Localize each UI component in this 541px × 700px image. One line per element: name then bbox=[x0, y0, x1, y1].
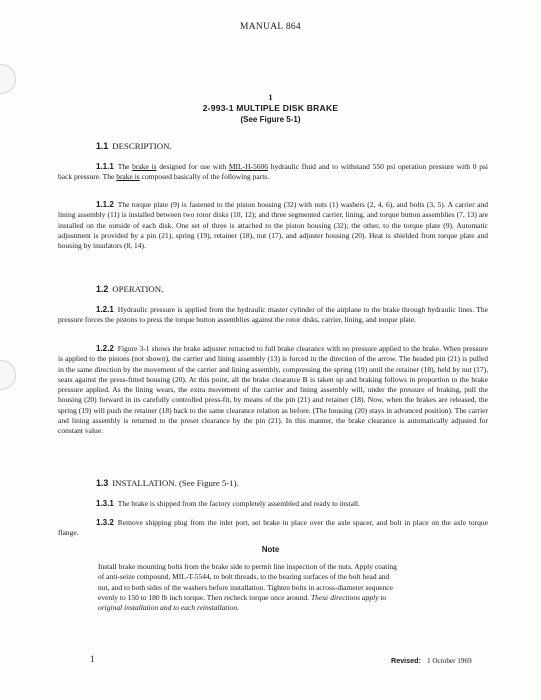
revised-date: 1 October 1969 bbox=[426, 657, 472, 665]
paragraph-text: Figure 3-1 shows the brake adjuster retracted to full brake clearance with no pressure applied to the brake. When pressure is applied to the pistons (not shown), the carrier and lining assembly (13) is forced in the direction of the arrow. The headed pin (21) is pulled in the same direction by the movement of the carrier and lining assembly, compressing the spring (19) until the retainer (18), held by nut (17), seats against the press-fitted housing (20). At this point, all the brake clearance B is taken up and braking follows in proportion to the brake pressure applied. As the lining wears, the extra movement of the carrier and lining assembly will, under the pressure of braking, pull the housing (20) forward in its carefully controlled press-fit, by means of the pin (21) and retainer (18). Now, when the brakes are released, the spring (19) will push the retainer (18) back to the same clearance relation as before. (The housing (20) stays in advanced position). The carrier and lining assembly is returned to the preset clearance by the pin (21). In this manner, the brake clearance is automatically adjusted for constant value. bbox=[58, 344, 488, 436]
paragraph-text: The brake is shipped from the factory completely assembled and ready to install. bbox=[117, 499, 361, 508]
paragraph-text: The bbox=[117, 162, 133, 171]
paragraph-number: 1.3.1 bbox=[96, 499, 114, 508]
binder-hole bbox=[0, 64, 16, 94]
heading-number: 1.1 bbox=[96, 141, 109, 151]
section-number: 1 bbox=[268, 92, 273, 102]
page-number: 1 bbox=[90, 654, 95, 664]
section-title: 2-993-1 MULTIPLE DISK BRAKE bbox=[202, 103, 339, 113]
section-subtitle: (See Figure 5-1) bbox=[240, 115, 301, 124]
heading-text: DESCRIPTION. bbox=[112, 141, 172, 151]
paragraph-text: composed basically of the following parts. bbox=[139, 172, 270, 182]
paragraph-text: Remove shipping plug from the inlet port, set brake in place over the axle spacer, and bolt in place on the axle torque flange. bbox=[58, 518, 488, 538]
revised-label: Revised: bbox=[391, 656, 421, 665]
heading-number: 1.3 bbox=[96, 478, 109, 488]
binder-hole bbox=[0, 360, 16, 390]
paragraph-text: designed for use with bbox=[156, 162, 229, 171]
underlined-text: brake is bbox=[132, 162, 157, 171]
paragraph-number: 1.2.2 bbox=[96, 344, 114, 353]
note-text: Install brake mounting bolts from the brake side to permit line inspection of the nuts. Apply coating of anti-seize compound, MIL-T-5544, to bolt threads, to the bearing surfaces of the bolt head and nut, and to both sides of the washers before installation. Tighten bolts in across-diameter sequence evenly to 150 to 180 lb inch torque. Then recheck torque once around. bbox=[98, 562, 397, 602]
paragraph-1-3-1 bbox=[58, 499, 488, 509]
heading-operation bbox=[96, 284, 163, 294]
heading-number: 1.2 bbox=[96, 284, 109, 294]
heading-description bbox=[96, 141, 172, 151]
heading-installation bbox=[96, 478, 239, 488]
manual-header: MANUAL 864 bbox=[240, 22, 301, 32]
note-title: Note bbox=[261, 545, 280, 554]
paragraph-text: The torque plate (9) is fastened to the piston housing (32) with nuts (1) washers (2, 4, 6), and bolts (3, 5). A carrier and lining assembly (11) is installed between two rotor disks (10, 12); and three segmented carrier, lining, and torque button assemblies (7, 13) are installed on the outside of each disk. One set of three is attached to the piston housing (32); the other, to the torque plate (9). Automatic adjustment is provided by a pin (21), spring (19), retainer (18), nut (17), and adjuster housing (20). Heat is shielded from torque plate and housing by insulators (8, 14). bbox=[58, 200, 488, 251]
paragraph-number: 1.3.2 bbox=[96, 518, 114, 527]
paragraph-text: Hydraulic pressure is applied from the hydraulic master cylinder of the airplane to the brake through hydraulic lines. The pressure forces the pistons to press the torque button assemblies against the rotor disks, carrier, lining, and torque plate. bbox=[58, 305, 488, 325]
paragraph-1-2-1 bbox=[58, 305, 488, 326]
underlined-text: brake is bbox=[116, 172, 140, 182]
heading-text: INSTALLATION. (See Figure 5-1). bbox=[112, 478, 239, 488]
spec-reference: MIL-H-5606 bbox=[228, 162, 268, 171]
paragraph-text: hydraulic fluid and to withstand 550 psi operation pressure with 0 psi back pressure. The bbox=[58, 162, 488, 182]
revision-date bbox=[391, 656, 472, 665]
paragraph-1-2-2 bbox=[58, 344, 488, 437]
note-italic-text: These directions apply to original installation and to each reinstallation. bbox=[98, 592, 387, 613]
note-body bbox=[98, 562, 400, 613]
paragraph-1-1-2 bbox=[58, 200, 488, 251]
heading-text: OPERATION. bbox=[112, 284, 164, 294]
paragraph-number: 1.1.1 bbox=[96, 162, 114, 171]
paragraph-number: 1.1.2 bbox=[96, 200, 114, 209]
paragraph-number: 1.2.1 bbox=[96, 305, 114, 314]
paragraph-1-1-1 bbox=[58, 162, 488, 183]
paragraph-1-3-2 bbox=[58, 518, 488, 539]
